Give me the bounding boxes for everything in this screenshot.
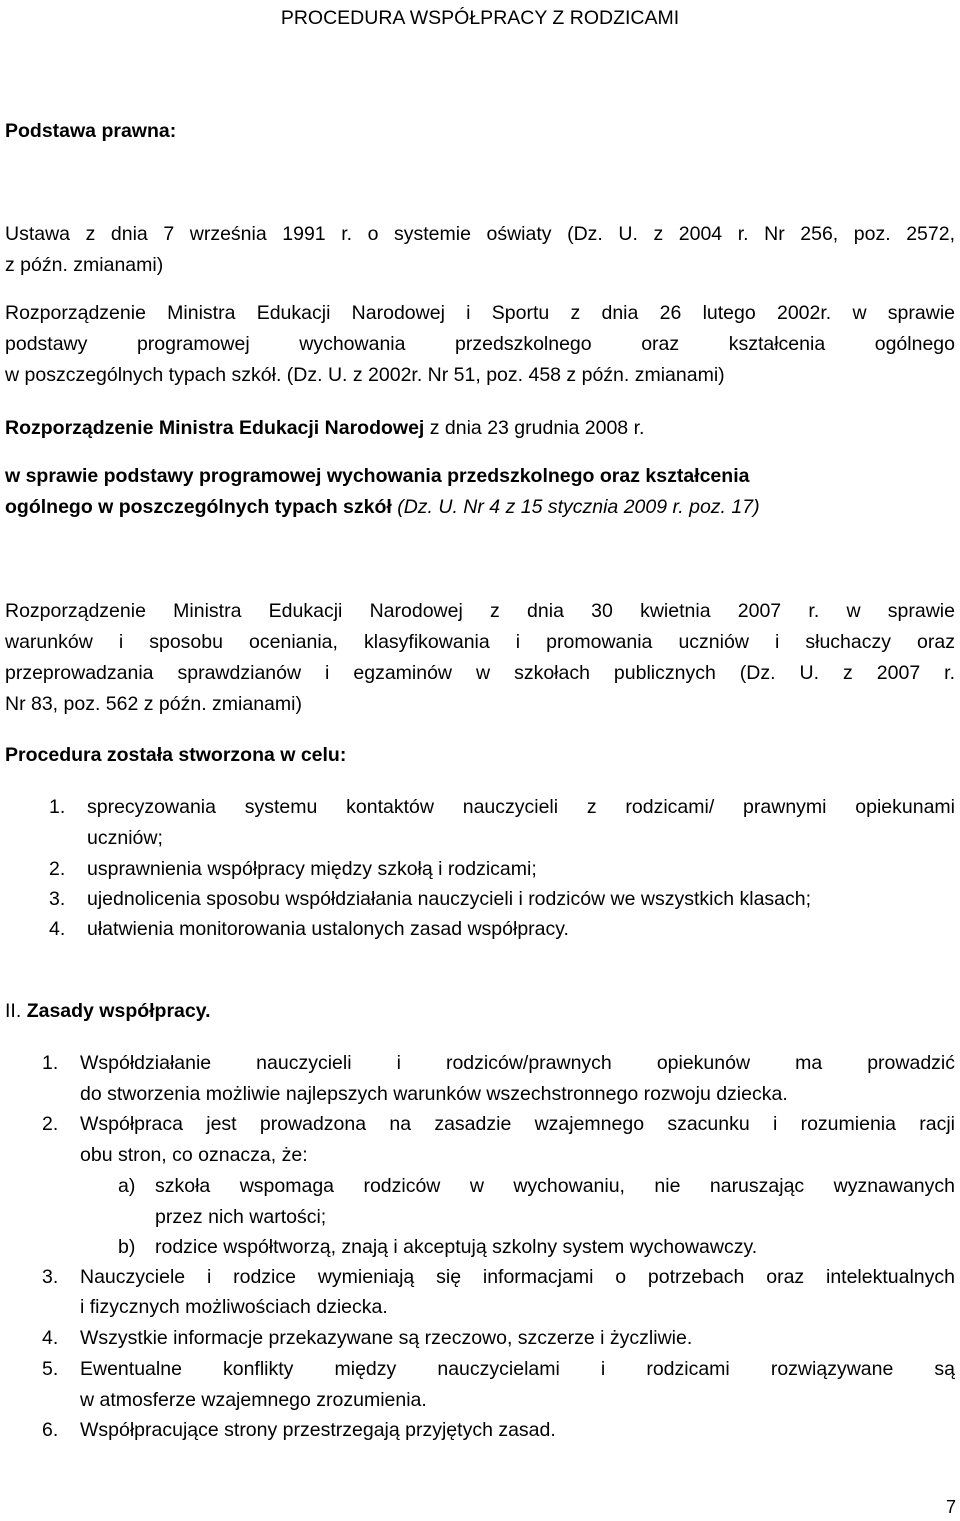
purpose-item-4-number: 4.: [49, 918, 66, 940]
principle-item-5-line-1: Ewentualne konflikty między nauczycielami i rodzicami rozwiązywane są: [80, 1358, 955, 1380]
regulation-subject-bold: ogólnego w poszczególnych typach szkół: [5, 496, 392, 518]
principle-item-3-line-1: Nauczyciele i rodzice wymieniają się informacjami o potrzebach oraz intelektualnych: [80, 1266, 955, 1288]
principle-item-3-line-2: i fizycznych możliwościach dziecka.: [80, 1296, 388, 1318]
principle-item-5-line-2: w atmosferze wzajemnego zrozumienia.: [80, 1389, 427, 1411]
principle-item-3-number: 3.: [42, 1266, 59, 1288]
purpose-item-3-text: ujednolicenia sposobu współdziałania nauczycieli i rodziców we wszystkich klasach;: [87, 888, 812, 910]
legal-basis-item-3-line-3: [5, 493, 760, 521]
page-number: 7: [945, 1497, 956, 1517]
purpose-heading: Procedura została stworzona w celu:: [5, 744, 347, 766]
sub-item-b-text: rodzice współtworzą, znają i akceptują szkolny system wychowawczy.: [155, 1236, 758, 1258]
purpose-item-1-line-1: sprecyzowania systemu kontaktów nauczycieli z rodzicami/ prawnymi opiekunami: [87, 796, 955, 818]
principles-heading: Zasady współpracy.: [26, 1000, 211, 1022]
principle-item-1-number: 1.: [42, 1052, 59, 1074]
principle-item-6-number: 6.: [42, 1419, 59, 1441]
sub-item-a-line-1: szkoła wspomaga rodziców w wychowaniu, nie naruszając wyznawanych: [155, 1175, 955, 1197]
sub-item-b-letter: b): [118, 1236, 136, 1258]
document-title: PROCEDURA WSPÓŁPRACY Z RODZICAMI: [280, 7, 680, 29]
principle-item-6-text: Współpracujące strony przestrzegają przyjętych zasad.: [80, 1419, 556, 1441]
sub-item-a-letter: a): [118, 1175, 136, 1197]
legal-basis-item-3-line-1: [5, 414, 644, 442]
purpose-item-4-text: ułatwienia monitorowania ustalonych zasad współpracy.: [87, 918, 569, 940]
principle-item-5-number: 5.: [42, 1358, 59, 1380]
principle-item-1-line-1: Współdziałanie nauczycieli i rodziców/prawnych opiekunów ma prowadzić: [80, 1052, 955, 1074]
principles-heading-row: [5, 997, 211, 1025]
legal-basis-item-2-line-2: podstawy programowej wychowania przedszkolnego oraz kształcenia ogólnego: [5, 333, 955, 355]
purpose-item-1-line-2: uczniów;: [87, 827, 163, 849]
purpose-item-2-number: 2.: [49, 858, 66, 880]
legal-basis-item-3-line-2: w sprawie podstawy programowej wychowania przedszkolnego oraz kształcenia: [5, 465, 750, 487]
legal-basis-item-4-line-4: Nr 83, poz. 562 z późn. zmianami): [5, 693, 302, 715]
purpose-item-1-number: 1.: [49, 796, 66, 818]
regulation-date: z dnia 23 grudnia 2008 r.: [424, 417, 645, 439]
principle-item-2-number: 2.: [42, 1113, 59, 1135]
sub-item-a-line-2: przez nich wartości;: [155, 1206, 327, 1228]
section-number: II.: [5, 1000, 22, 1022]
principle-item-2-line-2: obu stron, co oznacza, że:: [80, 1144, 308, 1166]
legal-basis-item-4-line-3: przeprowadzania sprawdzianów i egzaminów w szkołach publicznych (Dz. U. z 2007 r.: [5, 662, 955, 684]
legal-basis-item-1-line-2: z późn. zmianami): [5, 254, 164, 276]
legal-basis-item-4-line-2: warunków i sposobu oceniania, klasyfikowania i promowania uczniów i słuchaczy oraz: [5, 631, 955, 653]
regulation-title-bold: Rozporządzenie Ministra Edukacji Narodowej: [5, 417, 425, 439]
legal-basis-item-1-line-1: Ustawa z dnia 7 września 1991 r. o systemie oświaty (Dz. U. z 2004 r. Nr 256, poz. 2572,: [5, 223, 955, 245]
legal-basis-item-2-line-1: Rozporządzenie Ministra Edukacji Narodowej i Sportu z dnia 26 lutego 2002r. w sprawie: [5, 302, 955, 324]
legal-basis-heading: Podstawa prawna:: [5, 120, 177, 142]
regulation-citation-italic: (Dz. U. Nr 4 z 15 stycznia 2009 r. poz. 17): [391, 496, 760, 518]
purpose-item-2-text: usprawnienia współpracy między szkołą i rodzicami;: [87, 858, 537, 880]
principle-item-2-line-1: Współpraca jest prowadzona na zasadzie wzajemnego szacunku i rozumienia racji: [80, 1113, 955, 1135]
principle-item-1-line-2: do stworzenia możliwie najlepszych warunków wszechstronnego rozwoju dziecka.: [80, 1083, 788, 1105]
legal-basis-item-4-line-1: Rozporządzenie Ministra Edukacji Narodowej z dnia 30 kwietnia 2007 r. w sprawie: [5, 600, 955, 622]
principle-item-4-number: 4.: [42, 1327, 59, 1349]
legal-basis-item-2-line-3: w poszczególnych typach szkół. (Dz. U. z 2002r. Nr 51, poz. 458 z późn. zmianami): [5, 364, 725, 386]
principle-item-4-text: Wszystkie informacje przekazywane są rzeczowo, szczerze i życzliwie.: [80, 1327, 693, 1349]
purpose-item-3-number: 3.: [49, 888, 66, 910]
